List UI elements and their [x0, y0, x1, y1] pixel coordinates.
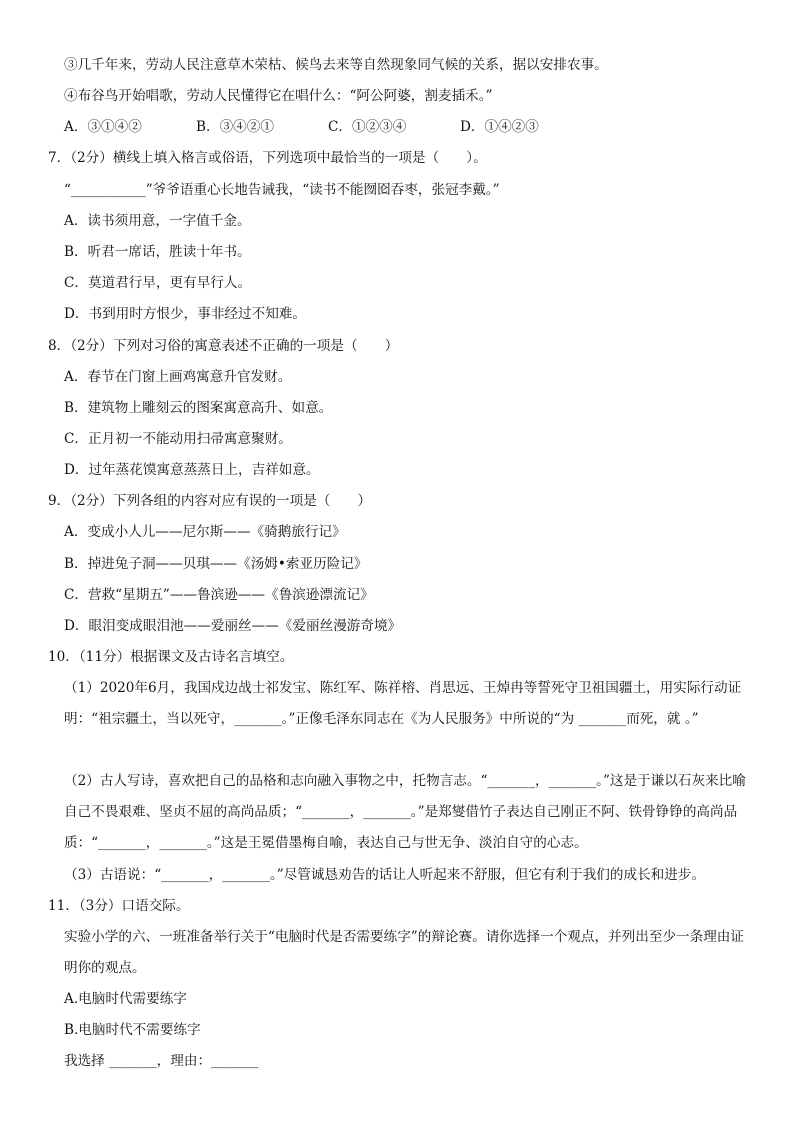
q6-option-b: B．③④②①: [196, 119, 274, 135]
q9-stem: 9．（2分）下列各组的内容对应有误的一项是（ ）: [48, 493, 372, 509]
q6-option-c: C．①②③④: [328, 119, 407, 135]
q7-option-c: C．莫道君行早，更有早行人。: [64, 275, 252, 291]
q10-part-1: （1）2020年6月，我国戍边战士祁发宝、陈红军、陈祥榕、肖思远、王焯冉等誓死守卫祖国疆土，用实际行动证明：“祖宗疆土，当以死守，_______。”正像毛泽东同志在《为人民服务》中所说的“为 _______而死，就 。”: [64, 680, 742, 727]
q8-option-c: C．正月初一不能动用扫帚寓意聚财。: [64, 431, 292, 447]
q8-stem: 8．（2分）下列对习俗的寓意表述不正确的一项是（ ）: [48, 338, 399, 354]
q6-item-3: ③几千年来，劳动人民注意草木荣枯、候鸟去来等自然现象同气候的关系，据以安排农事。: [64, 57, 608, 73]
q7-option-b: B．听君一席话，胜读十年书。: [64, 244, 251, 260]
q10-stem: 10．（11分）根据课文及古诗名言填空。: [48, 649, 294, 665]
q10-part-2: （2）古人写诗，喜欢把自己的品格和志向融入事物之中，托物言志。“_______，_______。”这是于谦以石灰来比喻自己不畏艰难、坚贞不屈的高尚品质；“_______，_______。”是郑燮借竹子表达自己刚正不阿、铁骨铮铮的高尚品质：“_______，_______。”这是王冕借墨梅自喻，表达自己与世无争、淡泊自守的心志。: [64, 773, 746, 851]
q7-quote: “___________”爷爷语重心长地告诫我，“读书不能囫囵吞枣，张冠李戴。”: [64, 182, 500, 198]
q9-option-d: D．眼泪变成眼泪池——爱丽丝——《爱丽丝漫游奇境》: [64, 618, 402, 634]
q6-options: [64, 118, 784, 136]
q11-stem: 11．（3分）口语交际。: [48, 898, 190, 914]
q8-option-a: A．春节在门窗上画鸡寓意升官发财。: [64, 369, 292, 385]
q8-option-d: D．过年蒸花馍寓意蒸蒸日上，吉祥如意。: [64, 462, 320, 478]
q10-part-3: （3）古语说：“_______，_______。”尽管诚恳劝告的话让人听起来不舒服，但它有利于我们的成长和进步。: [64, 867, 706, 883]
q11-answer-line: 我选择 _______，理由：_______: [64, 1053, 259, 1069]
q8-option-b: B．建筑物上雕刻云的图案寓意高升、如意。: [64, 400, 333, 416]
q11-option-a: A.电脑时代需要练字: [64, 991, 187, 1007]
q7-option-a: A．读书须用意，一字值千金。: [64, 213, 251, 229]
q7-stem: 7．（2分）横线上填入格言或俗语，下列选项中最恰当的一项是（ ）。: [48, 150, 487, 166]
q11-option-b: B.电脑时代不需要练字: [64, 1022, 201, 1038]
q6-item-4: ④布谷鸟开始唱歌，劳动人民懂得它在唱什么：“阿公阿婆，割麦插禾。”: [64, 88, 493, 104]
q9-option-a: A．变成小人儿——尼尔斯——《骑鹅旅行记》: [64, 524, 346, 540]
q9-option-b: B．掉进兔子洞——贝琪——《汤姆•索亚历险记》: [64, 556, 368, 572]
q11-intro: 实验小学的六、一班准备举行关于“电脑时代是否需要练字”的辩论赛。请你选择一个观点，并列出至少一条理由证明你的观点。: [64, 929, 744, 976]
q7-option-d: D．书到用时方恨少，事非经过不知难。: [64, 306, 306, 322]
q9-option-c: C．营救“星期五”——鲁滨逊——《鲁滨逊漂流记》: [64, 587, 374, 603]
q6-option-a: A．③①④②: [64, 119, 142, 135]
q6-option-d: D．①④②③: [460, 119, 539, 135]
